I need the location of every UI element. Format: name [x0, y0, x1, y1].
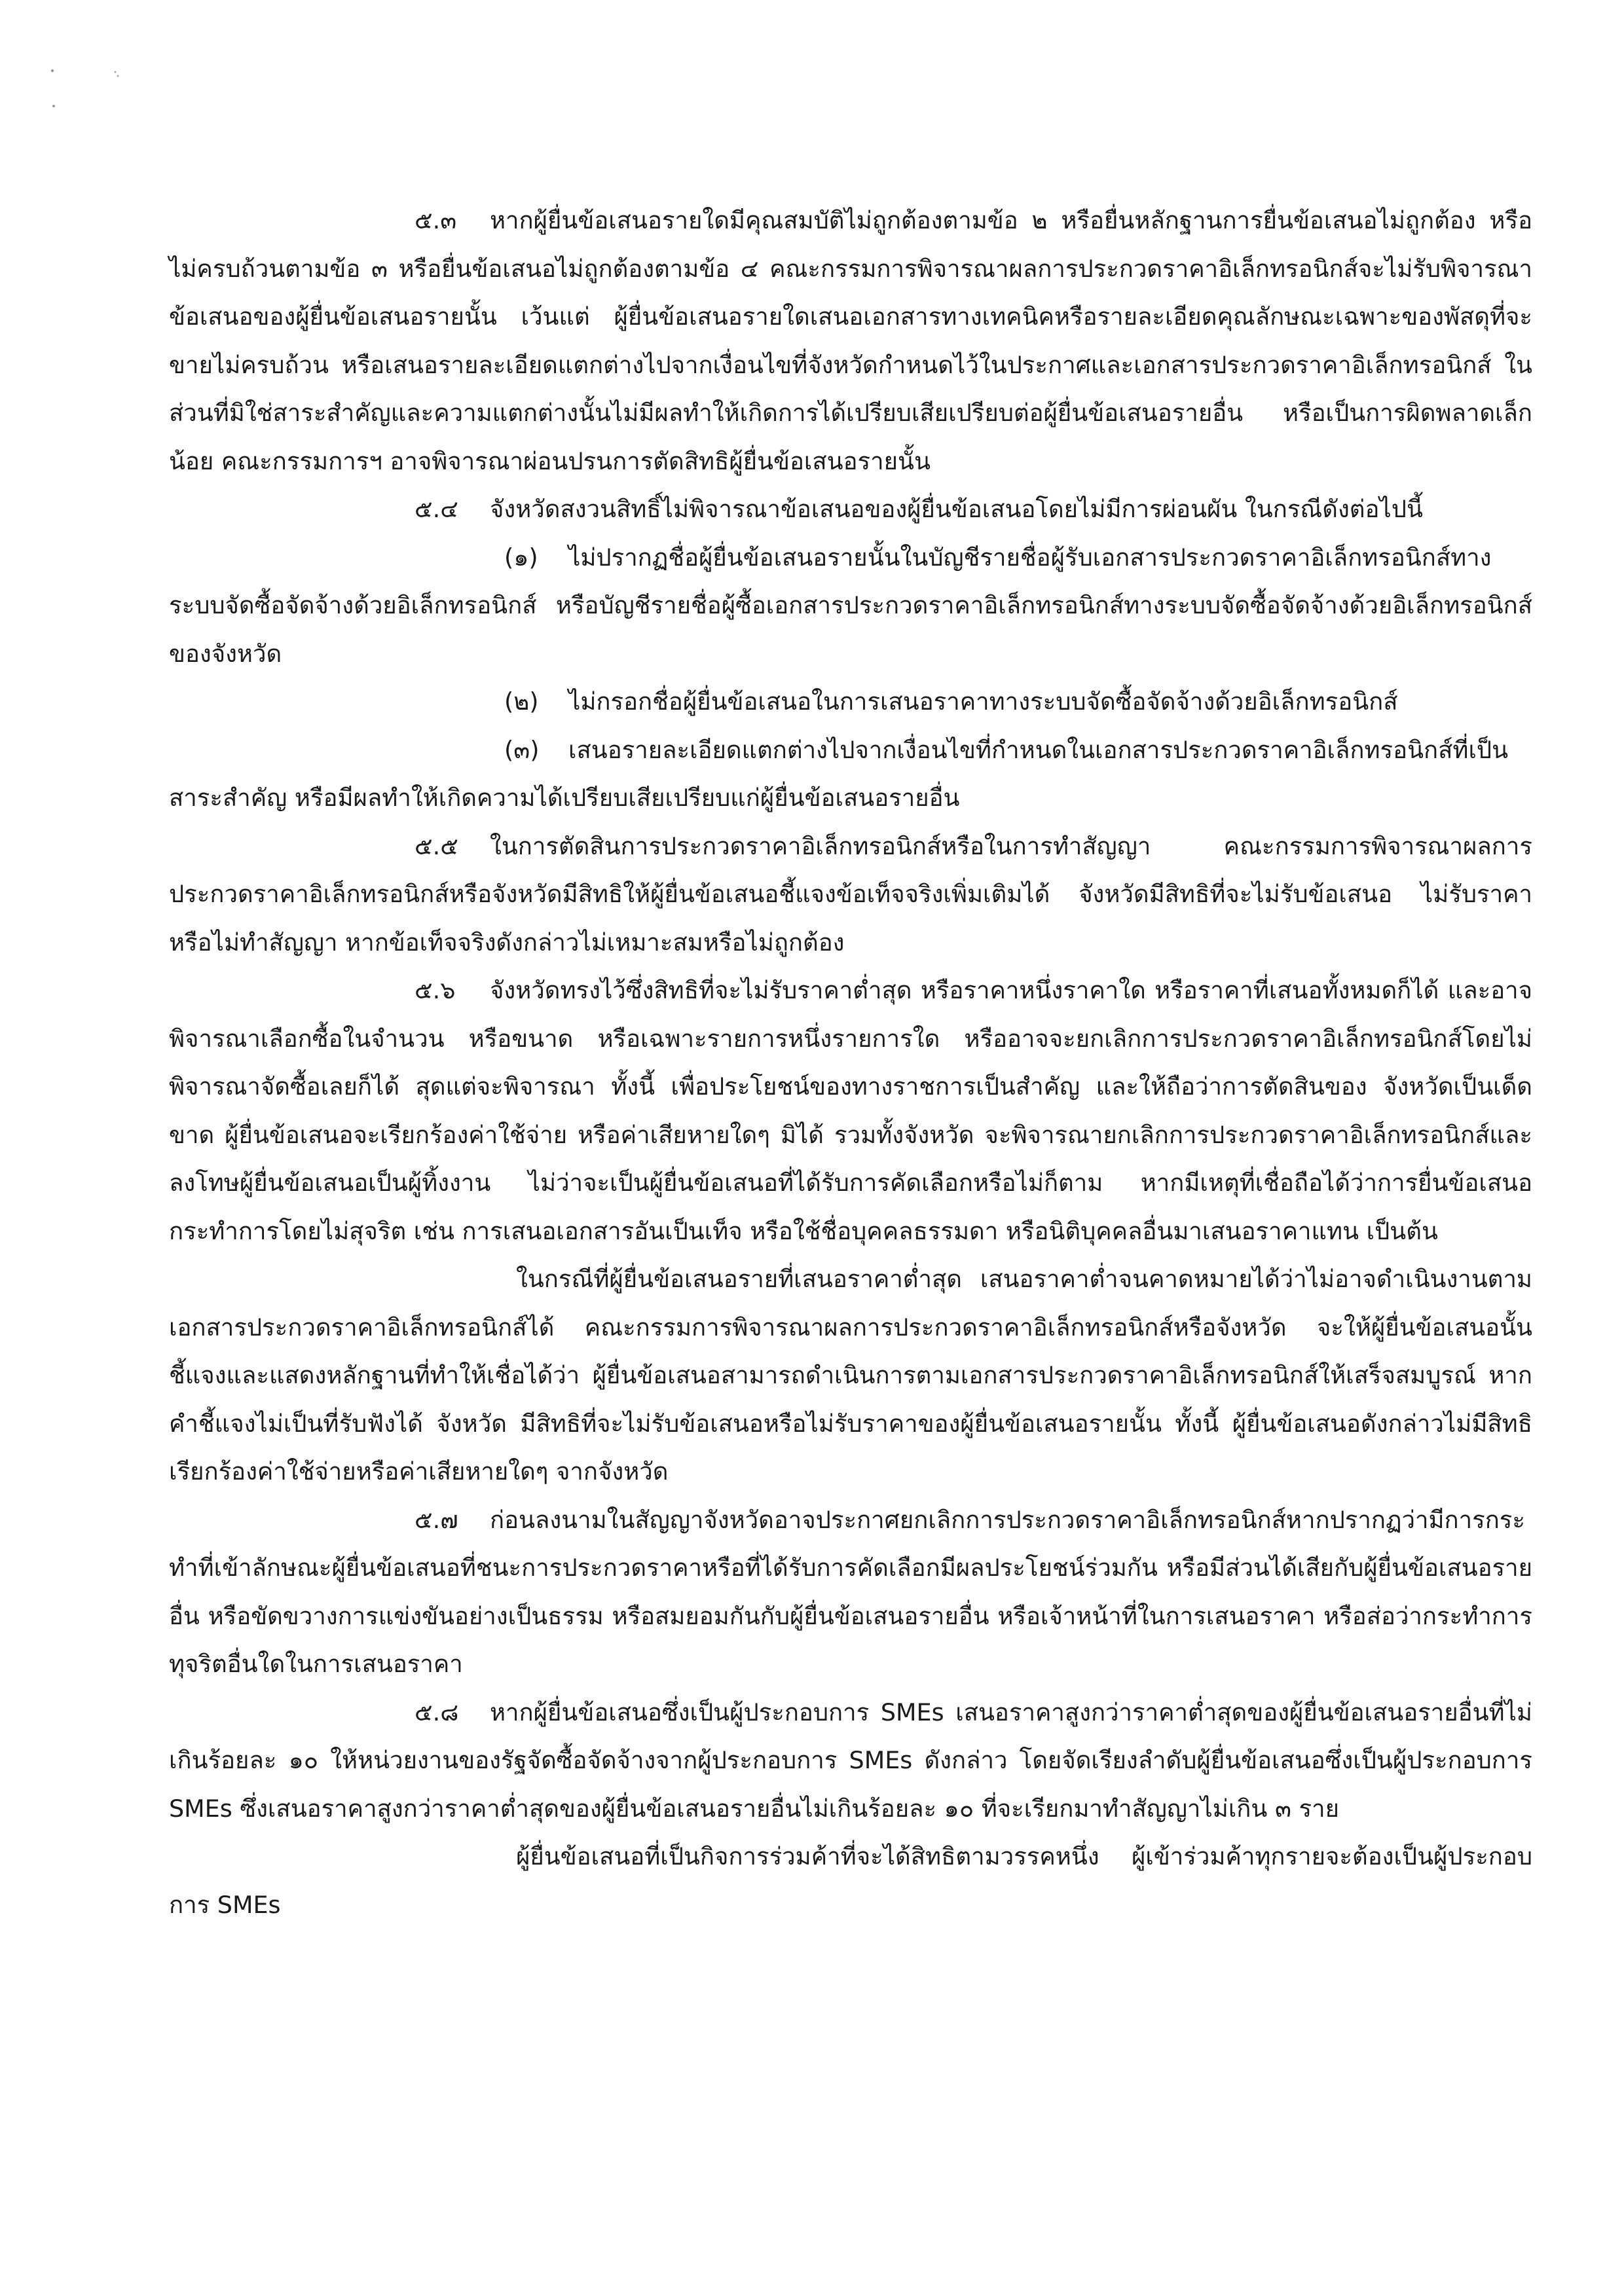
clause-paragraph — [169, 196, 1532, 485]
paragraph-text: จังหวัดทรงไว้ซึ่งสิทธิที่จะไม่รับราคาต่ำสุด หรือราคาหนึ่งราคาใด หรือราคาที่เสนอทั้งหมดก็ได้ และอาจพิจารณาเลือกซื้อในจำนวน หรือขนาด หรือเฉพาะรายการหนึ่งรายการใด หรืออาจจะยกเลิกการประกวดราคาอิเล็กทรอนิกส์โดยไม่พิจารณาจัดซื้อเลยก็ได้ สุดแต่จะพิจารณา ทั้งนี้ เพื่อประโยชน์ของทางราชการเป็นสำคัญ และให้ถือว่าการตัดสินของ จังหวัดเป็นเด็ดขาด ผู้ยื่นข้อเสนอจะเรียกร้องค่าใช้จ่าย หรือค่าเสียหายใดๆ มิได้ รวมทั้งจังหวัด จะพิจารณายกเลิกการประกวดราคาอิเล็กทรอนิกส์และลงโทษผู้ยื่นข้อเสนอเป็นผู้ทิ้งงาน ไม่ว่าจะเป็นผู้ยื่นข้อเสนอที่ได้รับการคัดเลือกหรือไม่ก็ตาม หากมีเหตุที่เชื่อถือได้ว่าการยื่นข้อเสนอกระทำการโดยไม่สุจริต เช่น การเสนอเอกสารอันเป็นเท็จ หรือใช้ชื่อบุคคลธรรมดา หรือนิติบุคคลอื่นมาเสนอราคาแทน เป็นต้น — [169, 976, 1532, 1245]
paragraph-text: เสนอรายละเอียดแตกต่างไปจากเงื่อนไขที่กำหนดในเอกสารประกวดราคาอิเล็กทรอนิกส์ที่เป็นสาระสำคัญ หรือมีผลทำให้เกิดความได้เปรียบเสียเปรียบแก่ผู้ยื่นข้อเสนอรายอื่น — [169, 735, 1509, 812]
paragraph-text: หากผู้ยื่นข้อเสนอรายใดมีคุณสมบัติไม่ถูกต้องตามข้อ ๒ หรือยื่นหลักฐานการยื่นข้อเสนอไม่ถูกต้อง หรือไม่ครบถ้วนตามข้อ ๓ หรือยื่นข้อเสนอไม่ถูกต้องตามข้อ ๔ คณะกรรมการพิจารณาผลการประกวดราคาอิเล็กทรอนิกส์จะไม่รับพิจารณาข้อเสนอของผู้ยื่นข้อเสนอรายนั้น เว้นแต่ ผู้ยื่นข้อเสนอรายใดเสนอเอกสารทางเทคนิคหรือรายละเอียดคุณลักษณะเฉพาะของพัสดุที่จะขายไม่ครบถ้วน หรือเสนอรายละเอียดแตกต่างไปจากเงื่อนไขที่จังหวัดกำหนดไว้ในประกาศและเอกสารประกวดราคาอิเล็กทรอนิกส์ ในส่วนที่มิใช่สาระสำคัญและความแตกต่างนั้นไม่มีผลทำให้เกิดการได้เปรียบเสียเปรียบต่อผู้ยื่นข้อเสนอรายอื่น หรือเป็นการผิดพลาดเล็กน้อย คณะกรรมการฯ อาจพิจารณาผ่อนปรนการตัดสิทธิผู้ยื่นข้อเสนอรายนั้น — [169, 206, 1532, 475]
paragraph-text: ไม่ปรากฏชื่อผู้ยื่นข้อเสนอรายนั้นในบัญชีรายชื่อผู้รับเอกสารประกวดราคาอิเล็กทรอนิกส์ทางระบบจัดซื้อจัดจ้างด้วยอิเล็กทรอนิกส์ หรือบัญชีรายชื่อผู้ซื้อเอกสารประกวดราคาอิเล็กทรอนิกส์ทางระบบจัดซื้อจัดจ้างด้วยอิเล็กทรอนิกส์ ของจังหวัด — [169, 543, 1532, 668]
paragraph-text: ผู้ยื่นข้อเสนอที่เป็นกิจการร่วมค้าที่จะได้สิทธิตามวรรคหนึ่ง ผู้เข้าร่วมค้าทุกรายจะต้องเป็นผู้ประกอบการ SMEs — [169, 1842, 1532, 1919]
clause-paragraph — [169, 1496, 1532, 1688]
sub-item-paragraph — [169, 534, 1532, 678]
continuation-paragraph — [169, 1255, 1532, 1496]
paragraph-text: ในกรณีที่ผู้ยื่นข้อเสนอรายที่เสนอราคาต่ำสุด เสนอราคาต่ำจนคาดหมายได้ว่าไม่อาจดำเนินงานตามเอกสารประกวดราคาอิเล็กทรอนิกส์ได้ คณะกรรมการพิจารณาผลการประกวดราคาอิเล็กทรอนิกส์หรือจังหวัด จะให้ผู้ยื่นข้อเสนอนั้นชี้แจงและแสดงหลักฐานที่ทำให้เชื่อได้ว่า ผู้ยื่นข้อเสนอสามารถดำเนินการตามเอกสารประกวดราคาอิเล็กทรอนิกส์ให้เสร็จสมบูรณ์ หากคำชี้แจงไม่เป็นที่รับฟังได้ จังหวัด มีสิทธิที่จะไม่รับข้อเสนอหรือไม่รับราคาของผู้ยื่นข้อเสนอรายนั้น ทั้งนี้ ผู้ยื่นข้อเสนอดังกล่าวไม่มีสิทธิเรียกร้องค่าใช้จ่ายหรือค่าเสียหายใดๆ จากจังหวัด — [169, 1265, 1532, 1485]
paragraph-text: จังหวัดสงวนสิทธิ์ไม่พิจารณาข้อเสนอของผู้ยื่นข้อเสนอโดยไม่มีการผ่อนผัน ในกรณีดังต่อไปนี้ — [490, 495, 1423, 523]
clause-number: ๕.๓ — [415, 206, 457, 234]
sub-item-number: (๒) — [504, 687, 539, 716]
clause-number: ๕.๔ — [415, 495, 458, 523]
sub-item-number: (๓) — [504, 735, 540, 764]
document-body — [169, 196, 1532, 1929]
clause-paragraph — [169, 822, 1532, 967]
scan-artifact-dots — [47, 63, 132, 122]
clause-number: ๕.๕ — [415, 831, 458, 860]
paragraph-text: ไม่กรอกชื่อผู้ยื่นข้อเสนอในการเสนอราคาทางระบบจัดซื้อจัดจ้างด้วยอิเล็กทรอนิกส์ — [568, 687, 1398, 716]
paragraph-text: ในการตัดสินการประกวดราคาอิเล็กทรอนิกส์หรือในการทำสัญญา คณะกรรมการพิจารณาผลการประกวดราคาอิเล็กทรอนิกส์หรือจังหวัดมีสิทธิให้ผู้ยื่นข้อเสนอชี้แจงข้อเท็จจริงเพิ่มเติมได้ จังหวัดมีสิทธิที่จะไม่รับข้อเสนอ ไม่รับราคา หรือไม่ทำสัญญา หากข้อเท็จจริงดังกล่าวไม่เหมาะสมหรือไม่ถูกต้อง — [169, 831, 1532, 957]
sub-item-paragraph — [169, 678, 1532, 726]
clause-paragraph — [169, 485, 1532, 534]
clause-paragraph — [169, 1688, 1532, 1833]
sub-item-number: (๑) — [504, 543, 538, 572]
clause-number: ๕.๗ — [415, 1505, 458, 1534]
clause-number: ๕.๖ — [415, 976, 456, 1004]
clause-number: ๕.๘ — [415, 1698, 459, 1726]
sub-item-paragraph — [169, 726, 1532, 822]
paragraph-text: ก่อนลงนามในสัญญาจังหวัดอาจประกาศยกเลิกการประกวดราคาอิเล็กทรอนิกส์หากปรากฏว่ามีการกระทำที่เข้าลักษณะผู้ยื่นข้อเสนอที่ชนะการประกวดราคาหรือที่ได้รับการคัดเลือกมีผลประโยชน์ร่วมกัน หรือมีส่วนได้เสียกับผู้ยื่นข้อเสนอรายอื่น หรือขัดขวางการแข่งขันอย่างเป็นธรรม หรือสมยอมกันกับผู้ยื่นข้อเสนอรายอื่น หรือเจ้าหน้าที่ในการเสนอราคา หรือส่อว่ากระทำการทุจริตอื่นใดในการเสนอราคา — [169, 1505, 1532, 1678]
clause-paragraph — [169, 966, 1532, 1255]
paragraph-text: หากผู้ยื่นข้อเสนอซึ่งเป็นผู้ประกอบการ SMEs เสนอราคาสูงกว่าราคาต่ำสุดของผู้ยื่นข้อเสนอรายอื่นที่ไม่เกินร้อยละ ๑๐ ให้หน่วยงานของรัฐจัดซื้อจัดจ้างจากผู้ประกอบการ SMEs ดังกล่าว โดยจัดเรียงลำดับผู้ยื่นข้อเสนอซึ่งเป็นผู้ประกอบการ SMEs ซึ่งเสนอราคาสูงกว่าราคาต่ำสุดของผู้ยื่นข้อเสนอรายอื่นไม่เกินร้อยละ ๑๐ ที่จะเรียกมาทำสัญญาไม่เกิน ๓ ราย — [169, 1698, 1532, 1823]
continuation-paragraph — [169, 1832, 1532, 1929]
